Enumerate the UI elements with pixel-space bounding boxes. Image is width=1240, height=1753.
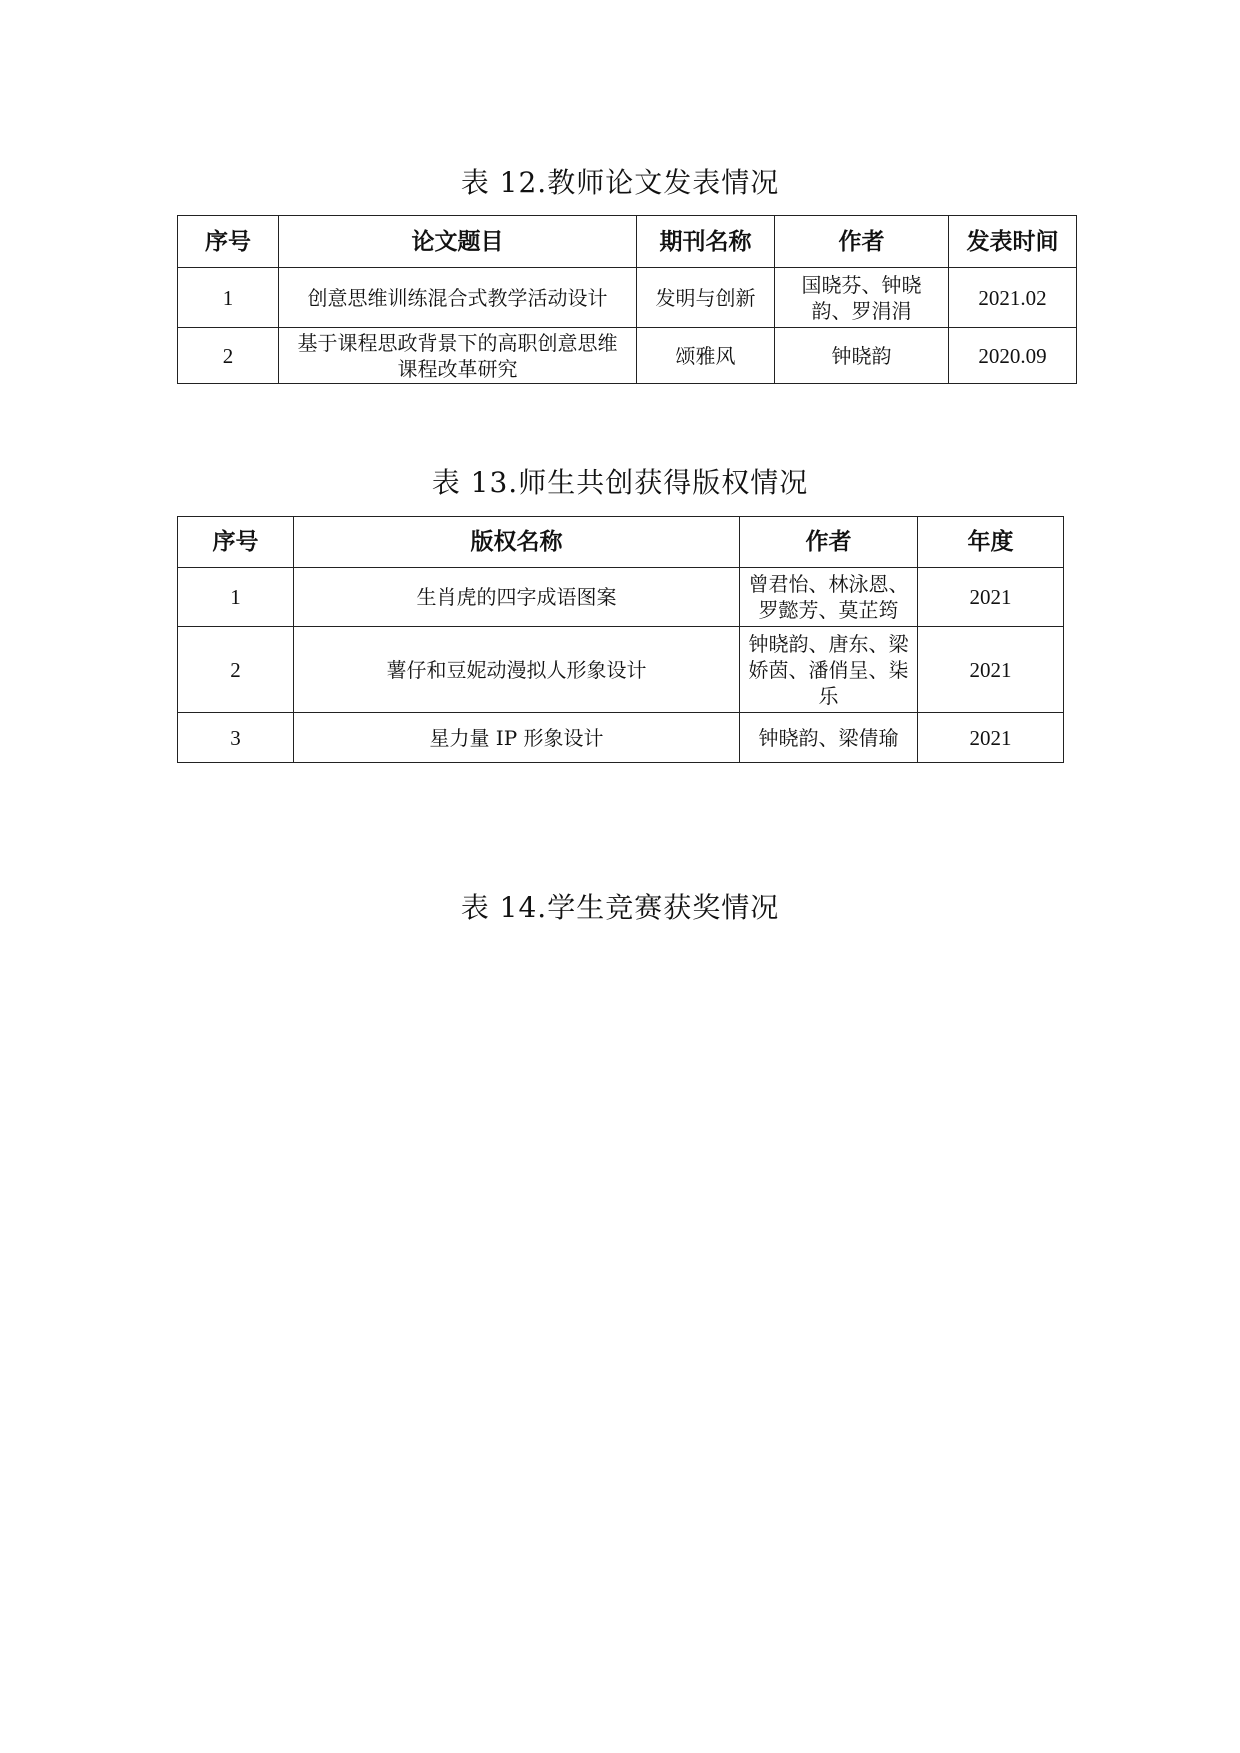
table12-cell-author bbox=[775, 268, 949, 328]
table13-cell-year: 2021 bbox=[918, 568, 1064, 627]
table13-cell-author bbox=[740, 627, 918, 713]
table13-header-author: 作者 bbox=[740, 517, 918, 568]
table13-cell-index: 3 bbox=[178, 713, 294, 763]
table-row bbox=[178, 268, 1077, 328]
table12-title-text: 基于课程思政背景下的高职创意思维课程改革研究 bbox=[297, 330, 618, 381]
table13-cell-year: 2021 bbox=[918, 713, 1064, 763]
table13-cell-author bbox=[740, 568, 918, 627]
table12-cell-title bbox=[279, 328, 637, 384]
table13-cell-copyright-name: 薯仔和豆妮动漫拟人形象设计 bbox=[294, 627, 740, 713]
table12-author-text: 国晓芬、钟晓韵、罗涓涓 bbox=[801, 272, 922, 323]
table14-caption: 表 14.学生竞赛获奖情况 bbox=[460, 891, 780, 924]
table13-cell-index: 1 bbox=[178, 568, 294, 627]
table13-cell-year: 2021 bbox=[918, 627, 1064, 713]
table-row bbox=[178, 328, 1077, 384]
table13-header-row bbox=[178, 517, 1064, 568]
table13-cell-copyright-name: 生肖虎的四字成语图案 bbox=[294, 568, 740, 627]
table12-cell-journal: 颂雅风 bbox=[637, 328, 775, 384]
table13-header-copyright-name: 版权名称 bbox=[294, 517, 740, 568]
table12-cell-index: 1 bbox=[178, 268, 279, 328]
table12-cell-index: 2 bbox=[178, 328, 279, 384]
table12 bbox=[177, 215, 1077, 384]
table12-header-author: 作者 bbox=[775, 216, 949, 268]
table13-header-year: 年度 bbox=[918, 517, 1064, 568]
table12-header-date: 发表时间 bbox=[949, 216, 1077, 268]
table13-cell-author: 钟晓韵、梁倩瑜 bbox=[740, 713, 918, 763]
table12-caption: 表 12.教师论文发表情况 bbox=[460, 166, 780, 199]
table-row bbox=[178, 568, 1064, 627]
table12-cell-title: 创意思维训练混合式教学活动设计 bbox=[279, 268, 637, 328]
table13-header-index: 序号 bbox=[178, 517, 294, 568]
table12-header-title: 论文题目 bbox=[279, 216, 637, 268]
table13-cell-copyright-name: 星力量 IP 形象设计 bbox=[294, 713, 740, 763]
table12-header-journal: 期刊名称 bbox=[637, 216, 775, 268]
table13-caption: 表 13.师生共创获得版权情况 bbox=[431, 466, 809, 499]
table12-header-row bbox=[178, 216, 1077, 268]
table13-cell-index: 2 bbox=[178, 627, 294, 713]
table12-cell-date: 2020.09 bbox=[949, 328, 1077, 384]
table-row bbox=[178, 713, 1064, 763]
table13-author-text: 钟晓韵、唐东、梁娇茵、潘俏呈、柒乐 bbox=[748, 631, 909, 708]
table12-cell-author: 钟晓韵 bbox=[775, 328, 949, 384]
table-row bbox=[178, 627, 1064, 713]
table12-header-index: 序号 bbox=[178, 216, 279, 268]
table12-cell-journal: 发明与创新 bbox=[637, 268, 775, 328]
table13-author-text: 曾君怡、林泳恩、罗懿芳、莫芷筠 bbox=[748, 572, 909, 622]
table12-cell-date: 2021.02 bbox=[949, 268, 1077, 328]
table13 bbox=[177, 516, 1064, 763]
